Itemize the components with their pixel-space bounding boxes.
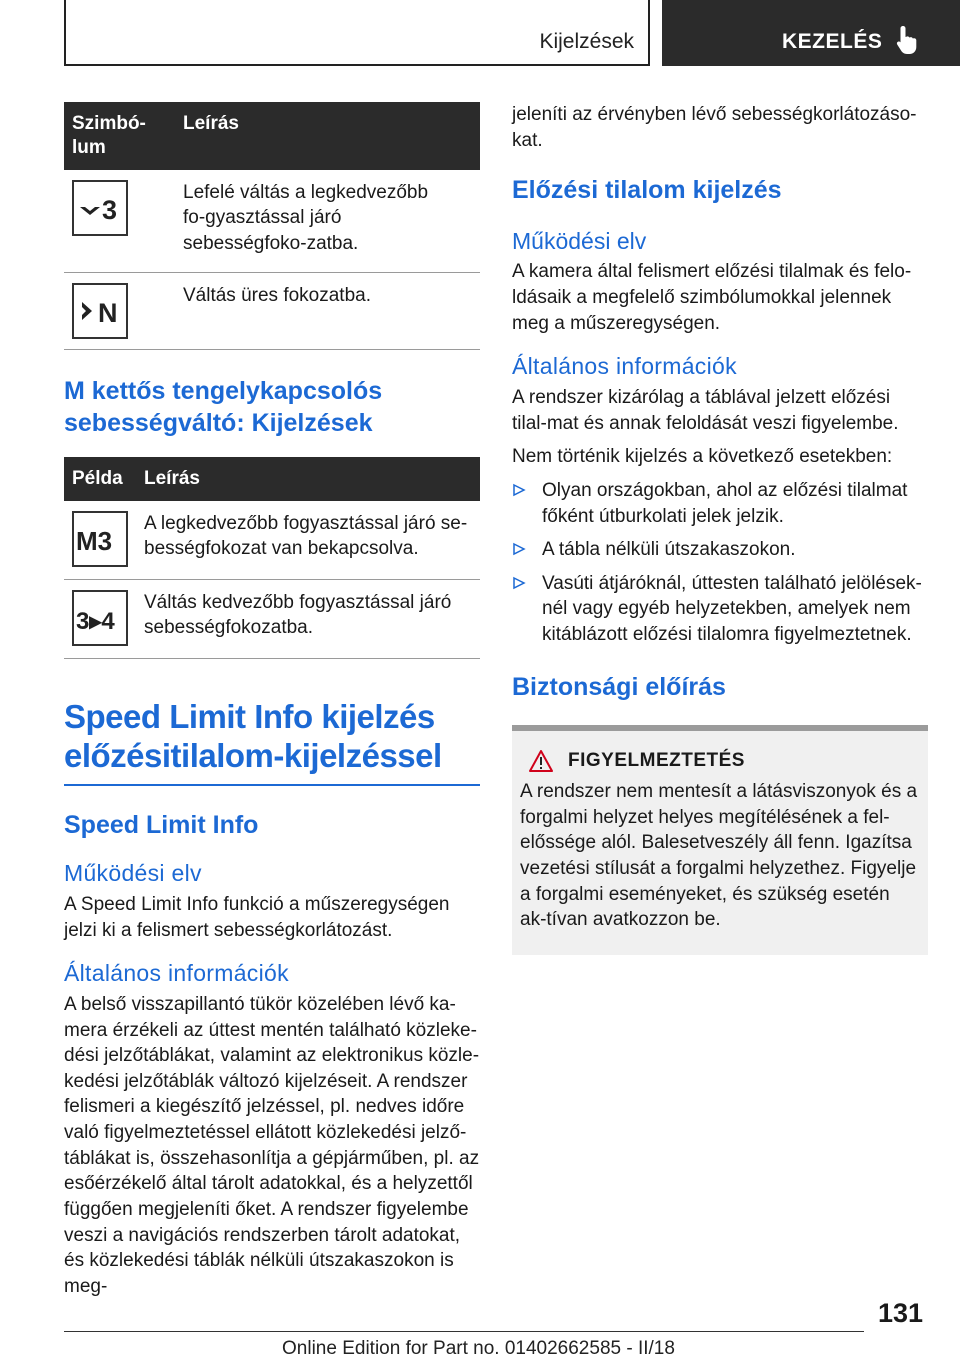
general-info-title: Általános információk	[64, 960, 289, 987]
upshift-icon-label: 3▸4	[76, 607, 115, 633]
right-column	[512, 102, 928, 955]
warning-triangle-icon	[528, 749, 554, 773]
table-header-symbol: Szimbó-lum	[64, 102, 175, 170]
table-row	[64, 501, 480, 580]
footer-edition: Online Edition for Part no. 01402662585 - II/18	[282, 1338, 675, 1359]
header-chapter-box	[662, 0, 960, 66]
section-m-title: M kettős tengelykapcsolós sebességváltó: Kijelzések	[64, 377, 383, 437]
footer-divider	[64, 1331, 864, 1332]
overtake-principle-title: Működési elv	[512, 227, 647, 254]
table-row	[64, 273, 480, 350]
hand-pointer-icon	[894, 24, 922, 56]
table-row	[64, 579, 480, 658]
gear-m3-icon	[72, 511, 128, 567]
overtake-general-text: A rendszer kizárólag a táblával jelzett előzési tilal-mat és annak feloldását veszi figyelembe.	[512, 386, 899, 434]
downshift-3-icon	[72, 180, 128, 236]
no-display-text: Nem történik kijelzés a következő esetekben:	[512, 446, 893, 468]
left-column	[64, 102, 480, 1300]
symbol-table	[64, 102, 480, 350]
page-number: 131	[878, 1298, 924, 1328]
list-item	[512, 571, 928, 648]
list-item	[512, 478, 928, 529]
gear-m3-label: M3	[76, 525, 113, 554]
example-table	[64, 457, 480, 659]
warning-box	[512, 725, 928, 955]
safety-title: Biztonsági előírás	[512, 672, 726, 701]
bullet-text: A tábla nélküli útszakaszokon.	[542, 539, 796, 561]
downshift-icon-label: 3	[102, 194, 118, 223]
table-header-description: Leírás	[175, 102, 480, 170]
continued-text: jeleníti az érvényben lévő sebességkorlátozáso-kat.	[512, 104, 917, 151]
speed-limit-title: Speed Limit Info	[64, 810, 259, 839]
general-info-text: A belső visszapillantó tükör közelében lévő ka-mera érzékeli az úttest mentén található közleke-dési jelzőtáblákat, valamint az elektronikus közle-kedési jelzőtáblák változó kijelzéseit. A rendszer felismeri a kiegészítő jelzéssel, pl. nedves időre való figyelmeztetéssel ellátott közlekedési jelző-táblákat is, összehasonlítja a gépjárműben, pl. az esőérzékelő által tárolt adatokkal, és a helyzettől függően megjeleníti őket. A rendszer figyelembe veszi a navigációs rendszerben tárolt adatokat, és közlekedési táblák nélküli útszakaszokon is meg-	[64, 993, 480, 1297]
neutral-icon-label: N	[98, 298, 118, 327]
header-section-box	[64, 0, 650, 66]
row-description: Váltás üres fokozatba.	[175, 273, 480, 350]
principle-text: A Speed Limit Info funkció a műszeregységen jelzi ki a felismert sebességkorlátozást.	[64, 893, 450, 941]
row-description: A legkedvezőbb fogyasztással járó se-bességfokozat van bekapcsolva.	[136, 501, 480, 580]
row-description: Váltás kedvezőbb fogyasztással járó sebességfokozatba.	[136, 579, 480, 658]
warning-header	[520, 749, 920, 773]
warning-text: A rendszer nem mentesít a látásviszonyok és a forgalmi helyzet helyes megítélésének a fel-előssége alól. Balesetveszély áll fenn. Igazítsa vezetési stílusát a forgalmi helyzethez. Figyelje a forgalmi eseményeket, és szükség esetén ak-tívan avatkozzon be.	[520, 780, 918, 931]
overtake-general-title: Általános információk	[512, 353, 737, 380]
list-item	[512, 537, 928, 563]
bullet-text: Olyan országokban, ahol az előzési tilalmat főként útburkolati jelek jelzik.	[542, 479, 908, 527]
table-header-description: Leírás	[136, 457, 480, 501]
overtake-title: Előzési tilalom kijelzés	[512, 176, 782, 205]
row-description: Lefelé váltás a legkedvezőbb fo-gyasztással járó sebességfoko-zatba.	[175, 170, 480, 273]
triangle-bullet-icon	[512, 576, 526, 590]
table-row	[64, 170, 480, 273]
warning-title: FIGYELMEZTETÉS	[568, 749, 745, 771]
triangle-bullet-icon	[512, 542, 526, 556]
header-chapter-title: KEZELÉS	[782, 30, 883, 53]
main-title: Speed Limit Info kijelzés előzésitilalom-kijelzéssel	[64, 697, 480, 786]
table-header-example: Példa	[64, 457, 136, 501]
upshift-3-4-icon	[72, 590, 128, 646]
principle-title: Működési elv	[64, 860, 202, 887]
overtake-principle-text: A kamera által felismert előzési tilalmak és felo-ldásaik a megfelelő szimbólumokkal jelennek meg a műszeregységen.	[512, 261, 912, 334]
bullet-text: Vasúti átjáróknál, úttesten található jelölések-nél vagy egyéb helyzetekben, amelyek nem kitáblázott előzési tilalomra figyelmeztetnek.	[542, 572, 922, 646]
header-section-title: Kijelzések	[539, 30, 634, 53]
triangle-bullet-icon	[512, 483, 526, 497]
neutral-n-icon	[72, 283, 128, 339]
